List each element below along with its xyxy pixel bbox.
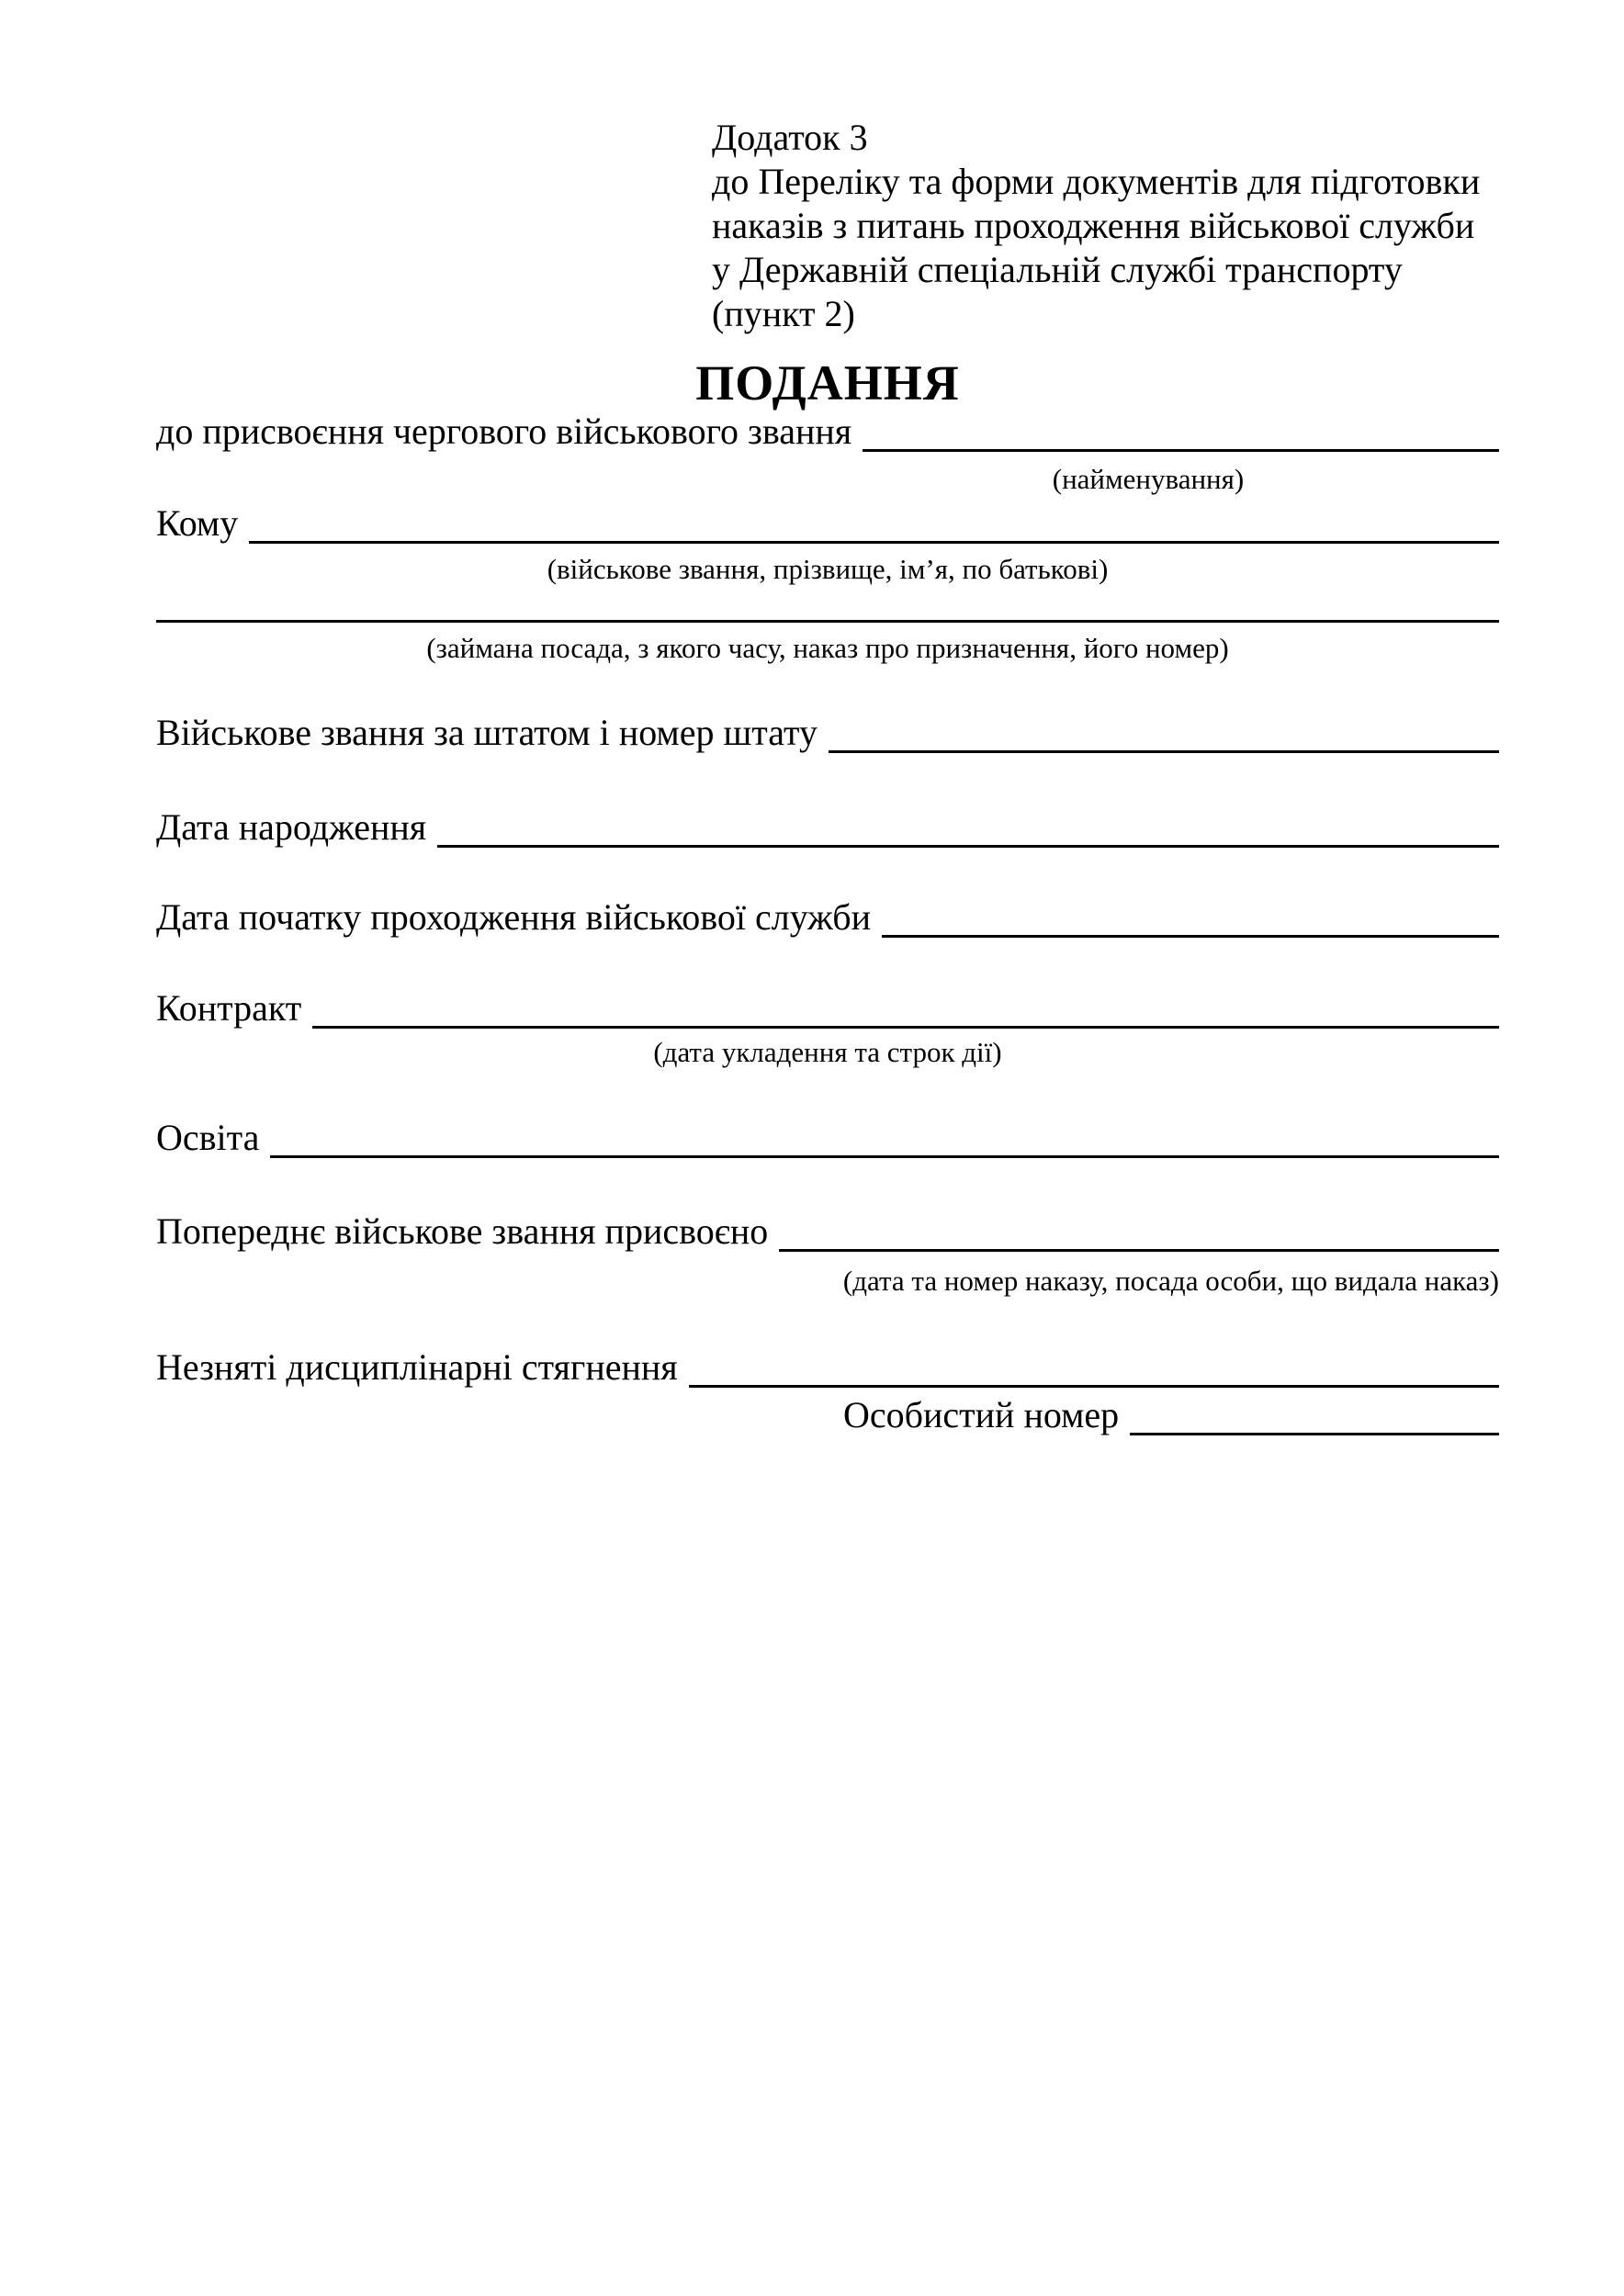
field-birth-date-blank-line	[437, 845, 1499, 848]
field-next-rank-label: до присвоєння чергового військового звання	[156, 411, 852, 452]
field-service-start-date	[156, 897, 1499, 938]
document-title: ПОДАННЯ	[695, 355, 960, 411]
field-to-whom-blank-line	[249, 541, 1499, 544]
field-disciplinary-sanctions-blank-line	[689, 1385, 1499, 1388]
field-previous-rank-label: Попереднє військове звання присвоєно	[156, 1210, 769, 1252]
hint-contract: (дата укладення та строк дії)	[653, 1036, 1002, 1068]
hint-previous-rank-order: (дата та номер наказу, посада особи, що видала наказ)	[842, 1265, 1499, 1297]
field-personal-number-label: Особистий номер	[843, 1394, 1120, 1435]
field-education	[156, 1118, 1499, 1158]
field-previous-rank	[156, 1211, 1499, 1252]
field-previous-rank-blank-line	[779, 1249, 1499, 1252]
field-service-start-date-label: Дата початку проходження військової служби	[156, 896, 872, 938]
field-disciplinary-sanctions	[156, 1347, 1499, 1388]
field-next-rank	[156, 411, 1499, 452]
hint-name: (найменування)	[1052, 463, 1245, 495]
field-staff-rank	[156, 713, 1499, 753]
field-personal-number	[843, 1395, 1499, 1435]
appendix-line: у Державній спеціальній службі транспорту	[712, 249, 1403, 290]
field-contract-blank-line	[312, 1026, 1499, 1029]
appendix-block	[712, 116, 1499, 336]
hint-rank-surname: (військове звання, прізвище, ім’я, по батькові)	[547, 553, 1109, 585]
field-position	[156, 586, 1499, 623]
appendix-line: (пункт 2)	[712, 293, 855, 334]
field-education-blank-line	[270, 1155, 1499, 1158]
field-to-whom	[156, 503, 1499, 544]
field-personal-number-blank-line	[1130, 1433, 1499, 1435]
field-education-label: Освіта	[156, 1117, 260, 1158]
field-service-start-date-blank-line	[882, 935, 1499, 938]
field-disciplinary-sanctions-label: Незняті дисциплінарні стягнення	[156, 1346, 678, 1388]
field-birth-date	[156, 807, 1499, 848]
appendix-line: Додаток 3	[712, 117, 868, 158]
field-next-rank-blank-line	[863, 449, 1499, 452]
field-staff-rank-blank-line	[829, 750, 1499, 753]
field-to-whom-label: Кому	[156, 502, 239, 544]
hint-position: (займана посада, з якого часу, наказ про призначення, його номер)	[426, 632, 1229, 664]
field-position-blank-line	[156, 620, 1499, 623]
field-staff-rank-label: Військове звання за штатом і номер штату	[156, 712, 818, 753]
appendix-line: наказів з питань проходження військової служби	[712, 205, 1475, 246]
field-contract	[156, 988, 1499, 1029]
appendix-line: до Переліку та форми документів для підготовки	[712, 161, 1481, 202]
field-birth-date-label: Дата народження	[156, 806, 427, 848]
field-contract-label: Контракт	[156, 987, 302, 1029]
